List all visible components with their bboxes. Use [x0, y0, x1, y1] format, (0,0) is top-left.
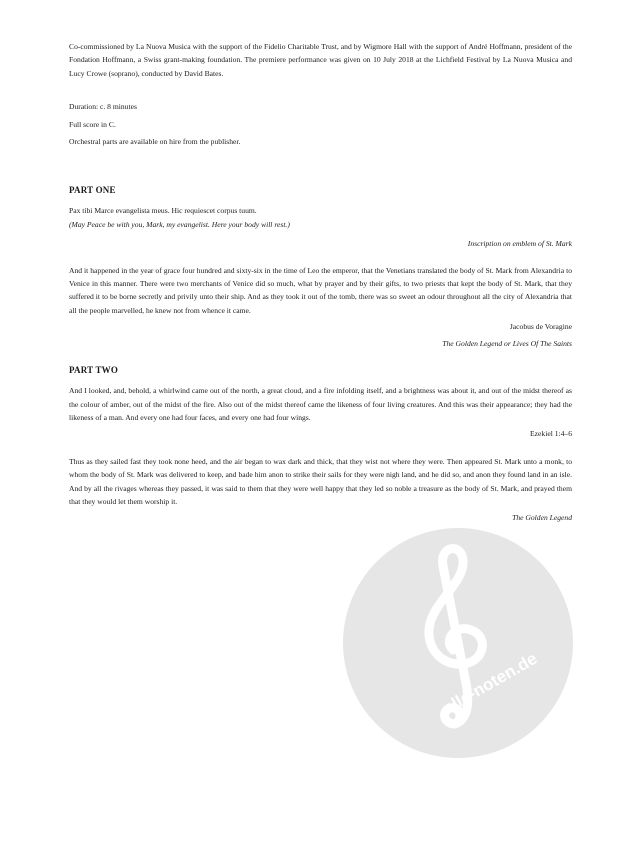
duration-line: Duration: c. 8 minutes [69, 102, 137, 112]
legend-title: The Golden Legend or Lives Of The Saints [442, 338, 572, 348]
legend-author: Jacobus de Voragine [509, 322, 572, 332]
ezekiel-paragraph: And I looked, and, behold, a whirlwind came out of the north, a great cloud, and a fire infolding itself, and a brightness was about it, and out of the midst thereof as the colour of amber, out of the midst of the fire. Also out of the midst thereof came the likeness of four living creatures. And this was their appearance; they had the likeness of a man. And every one had four faces, and every one had four wings. [69, 386, 572, 422]
treble-clef-icon [343, 528, 573, 758]
document-page [69, 40, 572, 525]
voyage-paragraph: Thus as they sailed fast they took none heed, and the air began to wax dark and thick, that they wist not where they were. Then appeared St. Mark unto a monk, to whom the body of St. Mark was delivered to keep, and bade him anon to strike their sails for they were nigh land, and he did so, and anon they found land in an isle. And by all the rivages whereas they passed, it was said to them that they were well happy that they led so noble a treasure as the body of St. Mark, and prayed them that they would let them worship it. [69, 456, 572, 506]
score-line: Full score in C. [69, 119, 116, 129]
part-two-heading: PART TWO [69, 365, 119, 376]
inscription-translation: (May Peace be with you, Mark, my evangelist. Here your body will rest.) [69, 219, 290, 229]
inscription-source: Inscription on emblem of St. Mark [467, 239, 572, 249]
parts-line: Orchestral parts are available on hire from the publisher. [69, 137, 241, 147]
latin-inscription: Pax tibi Marce evangelista meus. Hic requiescet corpus tuum. [69, 206, 257, 216]
voyage-source: The Golden Legend [512, 513, 572, 523]
part-one-heading: PART ONE [69, 185, 116, 196]
legend-paragraph: And it happened in the year of grace four hundred and sixty-six in the time of Leo the emperor, that the Venetians translated the body of St. Mark from Alexandria to Venice in this manner. There were two merchants of Venice did so much, what by prayer and by their gifts, to two priests that kept the body of St. Mark, that they suffered it to be borne secretly and privily unto their ship. And as they took it out of the tomb, there was so sweet an odour throughout all the city of Alexandria that all the people marvelled, he knew not from whence it came. [69, 265, 572, 315]
watermark-text: alle-noten.de [440, 648, 541, 718]
ezekiel-source: Ezekiel 1:4–6 [530, 429, 572, 439]
watermark-logo [343, 528, 573, 758]
commission-paragraph: Co-commissioned by La Nuova Musica with the support of the Fidelio Charitable Trust, and by Wigmore Hall with the support of André Hoffmann, president of the Fondation Hoffmann, a Swiss grant-making foundation. The premiere performance was given on 10 July 2018 at the Lichfield Festival by La Nuova Musica and Lucy Crowe (soprano), conducted by David Bates. [69, 42, 572, 78]
